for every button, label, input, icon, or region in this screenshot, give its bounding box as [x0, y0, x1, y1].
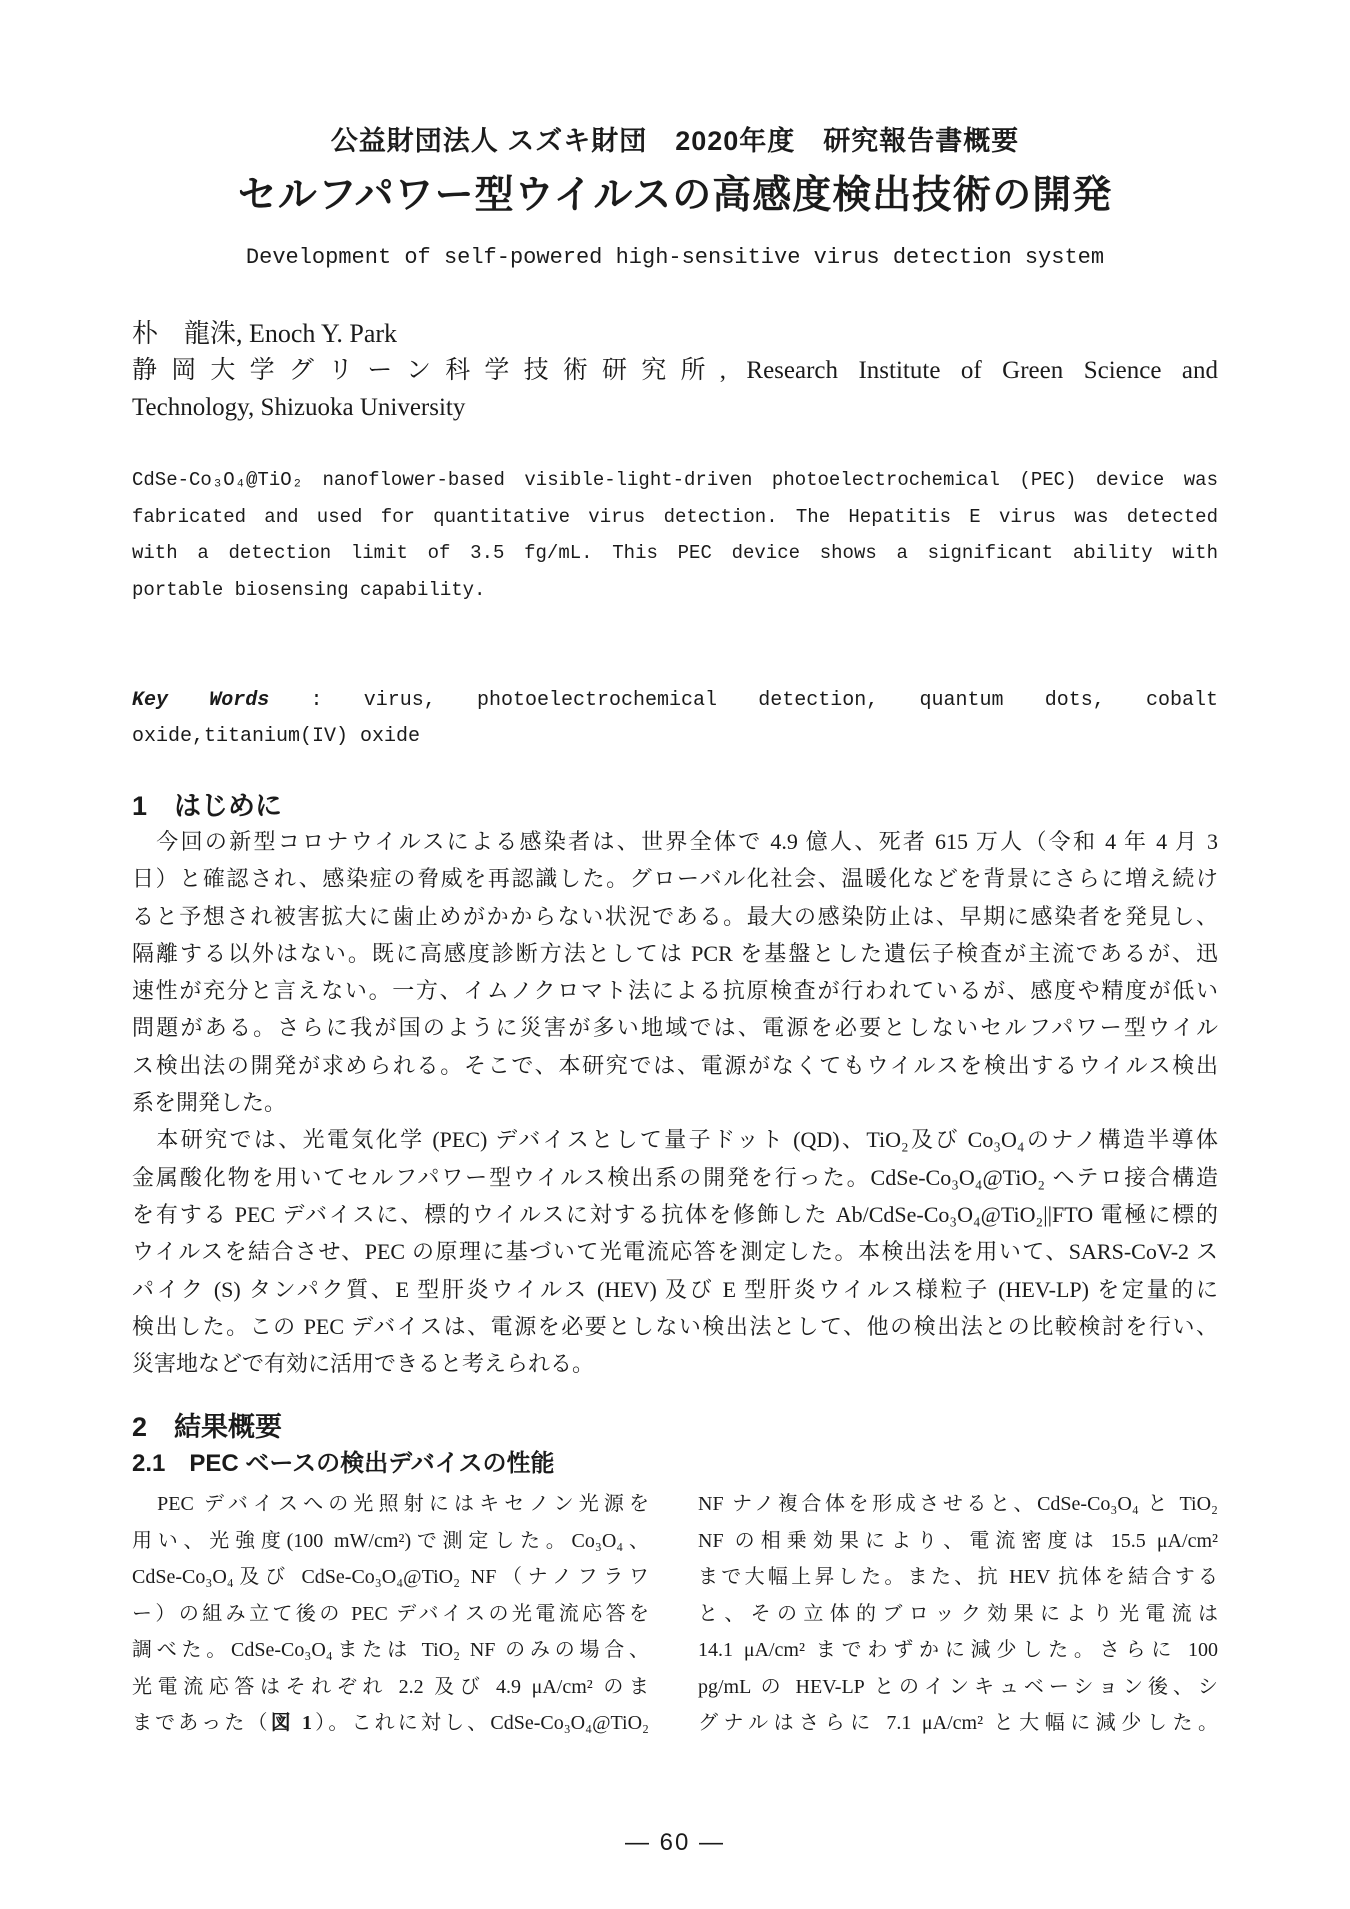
authors-line: 朴 龍洙, Enoch Y. Park	[132, 319, 398, 348]
keywords-values: : virus, photoelectrochemical detection, quantum dots, cobalt	[269, 689, 1218, 712]
text-line: 今回の新型コロナウイルスによる感染者は、世界全体で 4.9 億人、死者 615 万人（令和 4 年 4 月 3	[132, 829, 1218, 854]
text-line: 光電流応答はそれぞれ 2.2 及び 4.9 μA/cm² のま	[132, 1675, 649, 1698]
keywords-block	[132, 683, 1218, 755]
text-line: portable biosensing capability.	[132, 578, 486, 601]
text-line: NF ナノ複合体を形成させると、CdSe-Co₃O₄ と TiO₂	[698, 1493, 1218, 1516]
text-line: 隔離する以外はない。既に高感度診断方法としては PCR を基盤とした遺伝子検査が主流であるが、迅	[132, 940, 1218, 966]
figure-1-reference: 図 1	[270, 1712, 313, 1735]
text-line: 本研究では、光電気化学 (PEC) デバイスとして量子ドット (QD)、TiO₂及び Co₃O₄のナノ構造半導体	[132, 1127, 1218, 1153]
affiliation-block	[132, 352, 1218, 426]
text-line: 金属酸化物を用いてセルフパワー型ウイルス検出系の開発を行った。CdSe-Co₃O₄@TiO₂ ヘテロ接合構造	[132, 1164, 1218, 1190]
right-column	[698, 1486, 1218, 1742]
text-line: グナルはさらに 7.1 μA/cm² と大幅に減少した。	[698, 1712, 1218, 1735]
page-title: セルフパワー型ウイルスの高感度検出技術の開発	[237, 174, 1113, 217]
text-line: まで大幅上昇した。また、抗 HEV 抗体を結合する	[698, 1566, 1218, 1589]
text-line: ると予想され被害拡大に歯止めがかからない状況である。最大の感染防止は、早期に感染者を発見し、	[132, 903, 1218, 929]
text-line: CdSe-Co₃O₄及び CdSe-Co₃O₄@TiO₂ NF（ナノフラワ	[132, 1566, 649, 1589]
left-column-lines	[132, 1486, 649, 1705]
abstract-block	[132, 462, 1218, 608]
keywords-label: Key Words	[132, 689, 270, 712]
text-line: Technology, Shizuoka University	[132, 394, 466, 421]
doc-subtitle-en: Development of self-powered high-sensitive virus detection system	[245, 245, 1105, 270]
figure-reference-line	[132, 1705, 649, 1742]
text-line: パイク (S) タンパク質、E 型肝炎ウイルス (HEV) 及び E 型肝炎ウイルス様粒子 (HEV-LP) を定量的に	[132, 1276, 1218, 1302]
text-line: 災害地などで有効に活用できると考えられる。	[132, 1351, 595, 1377]
text-line: 検出した。この PEC デバイスは、電源を必要としない検出法として、他の検出法との比較検討を行い、	[132, 1313, 1218, 1339]
two-column-section	[132, 1486, 1218, 1742]
fig-line-pre: まであった（	[132, 1712, 271, 1735]
text-line: NF の相乗効果により、電流密度は 15.5 μA/cm²	[698, 1529, 1218, 1552]
page-content	[0, 126, 1350, 1742]
fig-line-post: ）。これに対し、CdSe-Co₃O₄@TiO₂	[312, 1712, 649, 1735]
section2-heading: 2 結果概要	[132, 1412, 283, 1443]
section1-heading: 1 はじめに	[132, 791, 283, 821]
text-line: と、その立体的ブロック効果により光電流は	[698, 1602, 1218, 1625]
text-line: CdSe-Co₃O₄@TiO₂ nanoflower-based visible-light-driven photoelectrochemical (PEC) device was	[132, 469, 1218, 491]
text-line: 調べた。CdSe-Co₃O₄または TiO₂ NF のみの場合、	[132, 1639, 649, 1662]
text-line: ー）の組み立て後の PEC デバイスの光電流応答を	[132, 1602, 649, 1625]
section2-subheading: 2.1 PEC ベースの検出デバイスの性能	[132, 1450, 555, 1478]
text-line: 速性が充分と言えない。一方、イムノクロマト法による抗原検査が行われているが、感度や精度が低い	[132, 978, 1218, 1004]
text-line: fabricated and used for quantitative virus detection. The Hepatitis E virus was detected	[132, 505, 1218, 528]
text-line: を有する PEC デバイスに、標的ウイルスに対する抗体を修飾した Ab/CdSe-Co₃O₄@TiO₂||FTO 電極に標的	[132, 1201, 1218, 1227]
text-line: with a detection limit of 3.5 fg/mL. This PEC device shows a significant ability with	[132, 542, 1218, 564]
page-number: — 60 —	[624, 1829, 726, 1856]
text-line: 系を開発した。	[132, 1090, 287, 1116]
text-line: ウイルスを結合させ、PEC の原理に基づいて光電流応答を測定した。本検出法を用いて、SARS-CoV-2 ス	[132, 1239, 1218, 1265]
text-line: 14.1 μA/cm² までわずかに減少した。さらに 100	[698, 1639, 1218, 1662]
text-line: pg/mL の HEV-LP とのインキュベーション後、シ	[698, 1675, 1218, 1698]
section1-paragraph-1	[132, 823, 1218, 1121]
text-line: 用い、光強度(100 mW/cm²)で測定した。Co₃O₄、	[132, 1529, 649, 1552]
text-line: ス検出法の開発が求められる。そこで、本研究では、電源がなくてもウイルスを検出するウイルス検出	[132, 1052, 1218, 1078]
text-line: 日）と確認され、感染症の脅威を再認識した。グローバル化社会、温暖化などを背景にさらに増え続け	[132, 866, 1218, 892]
keywords-line-1	[132, 683, 1218, 719]
keywords-line-2: oxide,titanium(IV) oxide	[132, 725, 421, 748]
doc-header: 公益財団法人 スズキ財団 2020年度 研究報告書概要	[330, 126, 1020, 156]
text-line: 静岡大学グリーン科学技術研究所, Research Institute of Green Science and	[132, 357, 1218, 384]
left-column	[132, 1486, 649, 1742]
section1-paragraph-2	[132, 1121, 1218, 1382]
text-line: 問題がある。さらに我が国のように災害が多い地域では、電源を必要としないセルフパワー型ウイル	[132, 1015, 1218, 1041]
text-line: PEC デバイスへの光照射にはキセノン光源を	[132, 1493, 649, 1516]
